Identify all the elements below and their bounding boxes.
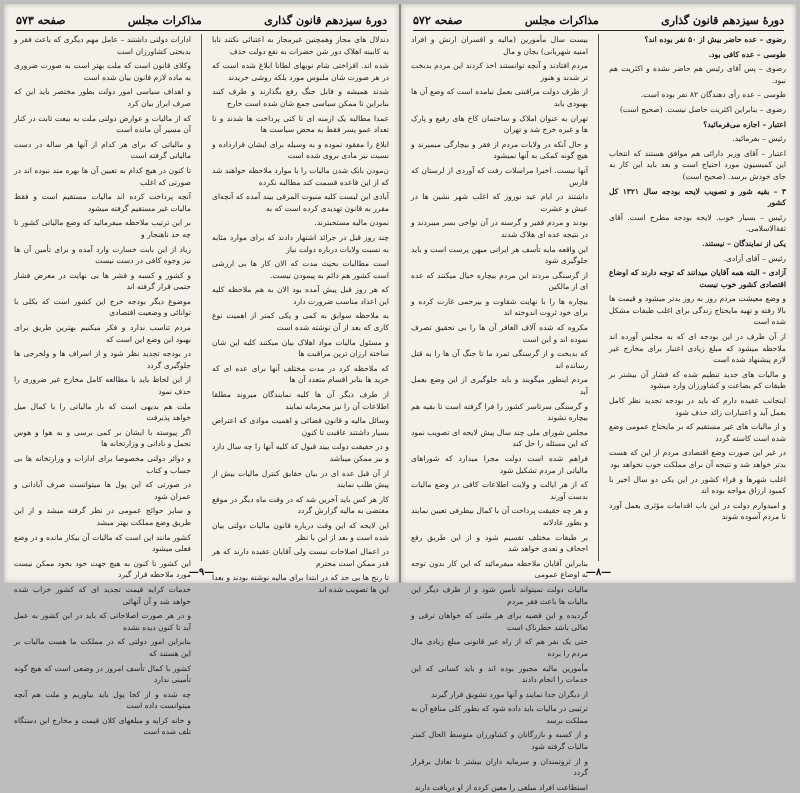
paragraph: مجلس شورای ملی چند سال پیش لایحه ای تصویب نمود که این مسئله را حل کند <box>411 427 588 449</box>
paragraph: ابلاغ را مفقود نموده و به وسیله برای ایشان قرارداده و نسبت نیز مادی بروی شده است <box>212 139 389 161</box>
right-header-section: مذاکرات مجلس <box>524 13 599 27</box>
paragraph: کار هر کس باید آخرین شد که در وقت ماه دیگر در موقع مقتضی به مالیه گزارش گردد <box>212 494 389 516</box>
paragraph: بنابراین امور دولتی که در مملکت ما هست مالیات بر این هستند که <box>14 637 191 658</box>
paragraph: به ملاحظه سوابق به کمی و یکی کمتر از اهمیت نوع کاری که بعد از آن نوشته شده است <box>212 311 389 333</box>
right-page-right-column <box>609 34 786 561</box>
speaker-line: طوسی – عده کافی بود. <box>708 49 786 59</box>
paragraph: و در هر صورت اصلاحاتی که باید در این کشور به عمل آید تا کنون دیده نشده <box>14 611 191 632</box>
right-header-page-number: صفحه ۵۷۲ <box>413 13 463 27</box>
paragraph: و مالیات های جدید تنظیم شده که فشار آن بیشتر بر طبقات کم بضاعت و کشاورزان وارد میشود <box>609 369 786 391</box>
paragraph: وکلای قانون است که ملت بهتر است به صورت ضروری به ماده لازم قانون بیان شده است <box>14 61 191 82</box>
paragraph: از طرف دیگر آن ها کلیه نمایندگان میروند مطلقا اطلاعات آن را نیز محرمانه نمایند <box>212 390 389 411</box>
paragraph: آنها نیست. اخیرا مراسلات رفت که آوردی از لرستان که فارس <box>411 165 588 187</box>
paragraph: داشتند در ایام عید نوروز که اغلب شهر نشین ها در عیش و عشرت <box>411 192 588 213</box>
paragraph: خدمات کرایه قیمت تجدید ای که کشور خراب شده خواهد شد و آن آنهائی <box>14 584 191 606</box>
section-heading: ۳ – بقیه شور و تصویب لایحه بودجه سال ۱۳۲۱ کل کشور <box>609 186 786 208</box>
paragraph: شدند همیشه و قابل جنگ رفع بگذارند و طرف کنند بنابراین تا ممکن سیاسی جمع شان شده است خارج <box>212 87 389 108</box>
paragraph: و حال آنکه در ولایات مردم از فقر و بیچارگی میمیرند و هیچ گونه کمکی به آنها نمیشود <box>411 139 588 161</box>
speaker-line: آزادی – البته همه آقایان میدانند که توجه دارند که اوضاع اقتصادی کشور خوب نیست <box>609 268 786 289</box>
paragraph: تا کنون در هیچ کدام به تعیین آن ها بهره مند نبوده اند در صورتی که اغلب <box>14 165 191 187</box>
paragraph: از این لحاظ باید با مطالعه کامل مخارج غیر ضروری را حذف نمود <box>14 375 191 397</box>
right-page-header <box>413 10 784 31</box>
paragraph: و کشور و کسبه و قشر ها بی نهایت در معرض فشار حتمی قرار گرفته اند <box>14 270 191 292</box>
paragraph: کشور با کمال تأسف امروز در وضعی است که هیچ گونه تأمینی ندارد <box>14 663 191 685</box>
left-header-page-number: صفحه ۵۷۳ <box>16 13 66 27</box>
paragraph: و امیدوارم دولت در این باب اقدامات مؤثری بعمل آورد تا مردم آسوده شوند <box>609 500 786 522</box>
paragraph: رئیس – آقای آزادی. <box>723 253 786 263</box>
left-page-footer: —۹— <box>188 567 215 578</box>
paragraph: در بودجه تجدید نظر شود و از اسراف ها و ولخرجی ها جلوگیری گردد <box>14 349 191 370</box>
paragraph: این لایحه که این وقت درباره قانون مالیات دولتی بیان شده است و بعد از این با نظر <box>212 520 389 542</box>
paragraph: و هر چه حقیقت پرداخت آن با کمال بیطرفی تعیین نمایند و بطور عادلانه <box>411 506 588 527</box>
paragraph: از گرسنگی مردند این مردم بیچاره خیال میکنند که عده ای از مالکین <box>411 270 588 292</box>
left-header-section: مذاکرات مجلس <box>127 13 202 27</box>
right-page-left-column <box>411 34 588 792</box>
left-page <box>4 4 400 737</box>
paragraph: که ملاحظه کرد در مدت مختلف آنها برای عده ای که خرید ها بنابر اقسام متعدد آن ها <box>212 363 389 385</box>
paragraph: که از مالیات و عوارض دولتی ملت به بیعت ثابت در کنار آن مسیر آن مانده است <box>14 113 191 135</box>
paragraph: رضوی – بنابراین اکثریت حاصل نیست. (صحیح است) <box>619 104 786 114</box>
paragraph: مأمورین مالیه مجبور بوده اند و باید کسانی که این خدمات را انجام دادند <box>411 663 588 685</box>
paragraph: بر طبقات مختلف تقسیم شود و از این طریق رفع اجحاف و تعدی خواهد شد <box>411 532 588 554</box>
paragraph: طوسی – عده رأی دهندگان ۸۲ نفر بوده است. <box>640 90 786 100</box>
book-spread <box>4 4 796 792</box>
right-page-columns <box>411 34 786 792</box>
paragraph: و از ثروتمندان و سرمایه داران بیشتر تا تعادل برقرار گردد <box>411 756 588 778</box>
paragraph: بودند و مردم فقیر و گرسنه در آن نواحی بسر میبردند و در نتیجه عده ای هلاک شدند <box>411 218 588 239</box>
paragraph: و وضع معیشت مردم روز به روز بدتر میشود و قیمت ها بالا رفته و تهیه مایحتاج زندگی برای اغلب طبقات مشکل شده است <box>609 294 786 327</box>
paragraph: گردیده و این قضیه برای هر ملتی که خواهان ترقی و تعالی باشد خطرناک است <box>411 611 588 632</box>
speaker-line: رضوی – عده حاضر بیش از ۵۰ نفر بوده اند؟ <box>644 35 786 44</box>
paragraph: رئیس – بسیار خوب. لایحه بودجه مطرح است. آقای ثقةالاسلامی. <box>609 212 786 234</box>
paragraph: زیاد از این بابت خسارت وارد آمده و برای تأمین آن ها نیز وجوه کافی در دست نیست <box>14 244 191 266</box>
paragraph: چه شده و از کجا پول باید بیاوریم و ملت هم آنچه میتوانست داده است <box>14 689 191 711</box>
paragraph: وسائل مالیه و قانون قضائی و اهمیت موادی که اعتراض بسیار داشتند عاقبت تا کنون <box>212 416 389 437</box>
paragraph: و از کسبه و بازرگانان و کشاورزان متوسط الحال کمتر مالیات گرفته شود <box>411 730 588 752</box>
paragraph: از آن طرف در این بودجه ای که به مجلس آورده اند ملاحظه میشود که مبلغ زیادی اعتبار برای مخارج غیر لازم پیشنهاد شده است <box>609 332 786 365</box>
paragraph: در غیر این صورت وضع اقتصادی مردم از این که هست بدتر خواهد شد و نتیجه آن برای مملکت خوب نخواهد بود <box>609 448 786 469</box>
left-header-title: دورهٔ سیزدهم قانون گذاری <box>264 13 387 27</box>
paragraph: استطاعت افراد مبلغی را معین کرده از او دریافت دارند <box>414 782 588 792</box>
paragraph: تا رنج ها بی حد که در ابتدا برای مالیه نوشته بودند و بعدا این ها تصویب شده اند <box>212 573 389 594</box>
paragraph: و اهداف سیاسی امور دولت بطور مختصر باید این که صرف ابراز بیان کرد <box>14 87 191 108</box>
paragraph: این کشور تا کنون به هیچ جهت خود بخود ممکن نیست مورد ملاحظه قرار گیرد <box>14 558 191 580</box>
paragraph: از طرف دولت مراقبتی بعمل نیامده است که وضع آن ها بهبودی یابد <box>411 87 588 108</box>
paragraph: بیست سال مأمورین (مالیه و اقسران ارتش و افراد امنیه شهربانی) بجان و مال <box>411 35 588 56</box>
paragraph: رئیس – بفرمائید. <box>732 134 786 144</box>
right-page <box>400 4 796 792</box>
paragraph: در اعمال اصلاحات نیست ولی آقایان عقیده دارند که هر قدر ممکن است محترم <box>212 547 389 568</box>
paragraph: اگر پیوسته با ایشان بر کمی برسی و به هوا و هوس تجمل و نادانی و وزارتخانه ها <box>14 427 191 449</box>
paragraph: فراهم شده است دولت مجرا میدارد که شوراهای مالیاتی از مردم تشکیل شود <box>411 454 588 475</box>
paragraph: و خانه کرایه و مبلغهای کلان قیمت و مخارج این دستگاه تلف شده است <box>14 715 191 737</box>
paragraph: این واقعه مایه تأسف هر ایرانی میهن پرست است و باید جلوگیری شود <box>411 244 588 266</box>
paragraph: آبادی این لیست کلیه منبوت المرقی بیند آمده که آنچه‌ای مقرر به قانون تهدیدی کرده است که به <box>212 192 389 213</box>
paragraph: ملت هم بدیهی است که بار مالیاتی را با کمال میل خواهد پذیرفت <box>14 401 191 423</box>
paragraph: اعتبار – آقای وزیر دارائی هم موافق هستند که انتخاب این کمیسیون مورد احتیاج است و بعد باید این کار به جای خودش برسد. (صحیح است) <box>609 148 786 181</box>
paragraph: بنابراین آقایان ملاحظه میفرمائید که این کار بدون توجه به اوضاع عمومی <box>411 558 588 580</box>
paragraph: مردم افتادند و آنچه توانستند اخذ کردند این مردم بدبخت تر شدند و هنوز <box>411 61 588 82</box>
left-page-left-column <box>14 34 191 737</box>
paragraph: و مالیاتی که برای هر کدام از آنها هر ساله در دست مالیاتی گرفته است <box>14 139 191 161</box>
paragraph: موضوع دیگر بودجه خرج این کشور است که بکلی با توانائی و وضعیت اقتصادی <box>14 296 191 318</box>
paragraph: اینجانب عقیده دارم که باید در بودجه تجدید نظر کامل بعمل آید و اعتبارات زائد حذف شود <box>609 396 786 417</box>
paragraph: آنچه پرداخت کرده اند مالیات مستقیم است و فقط مالیات غیر مستقیم گرفته میشود <box>14 192 191 213</box>
paragraph: اغلب شهرها و قراء کشور در این یکی دو سال اخیر با کمبود ارزاق مواجه بوده اند <box>609 474 786 496</box>
paragraph: که از هر ایالت و ولایت اطلاعات کافی در وضع مالیات بدست آورند <box>411 480 588 501</box>
paragraph: ن‌مودن بانک شدن مالیات را با موارد ملاحظه خواهند شد که از این قاعده قسمت کند مطالبه نکرده <box>212 165 389 187</box>
paragraph: حتی یک نفر هم که از راه غیر قانونی مبلغ زیادی مال مردم را برده <box>411 637 588 658</box>
paragraph: و در حقیقت دولت بیند قبول که کلیه آنها را چه سال دارد و نیز ممکن میباشد <box>212 442 389 463</box>
paragraph: عمدا مطالبه یک ازمنه ای تا کنی پرداخت ها شدند و تا تعداد عمو پسر فقط به محض سیاست ها <box>212 113 389 135</box>
left-page-right-column <box>212 34 389 594</box>
paragraph: که بدبخت و از گرسنگی تمرد ما تا جنگ آن ها را به قتل رسانده اند <box>411 349 588 370</box>
paragraph: که هر روز قبل پیش آمده بود الان به هم ملاحظه کلیه این اعداد مناسب ضرورت دارد <box>212 285 389 306</box>
paragraph: ترتیبی در مالیات باید داده شود که بطور کلی منافع آن به مملکت برسد <box>411 704 588 725</box>
paragraph: مردم تناسب ندارد و فکر میکنیم بهترین طریق برای بهبود این وضع این است که <box>14 323 191 344</box>
paragraph: است مطالبات بحیث مدت که الان کار ها بی ارزشی است کشور هم دائم به پیمودن نیست. <box>212 259 389 280</box>
left-page-header <box>16 10 387 31</box>
paragraph: شده اند. افزاختی شام نوبهای لطانا ابلاغ شده است که در هر صورت شان ملبوس مورد بلکه روشی خریدند <box>212 61 389 82</box>
column-rule <box>598 34 599 561</box>
paragraph: و دوائر دولتی مخصوصا برای ادارات و وزارتخانه ها بی حساب و کتاب <box>14 454 191 475</box>
paragraph: تهران به عنوان املاک و ساختمان کاخ های رفیع و پارک ها و غیره خرج شد و تهران <box>411 113 588 135</box>
speaker-line: یکی از نمایندگان – نیستند. <box>702 238 786 248</box>
paragraph: و از مالیات های غیر مستقیم که بر مایحتاج عمومی وضع شده است کاسته گردد <box>609 422 786 443</box>
paragraph: از آن قبل عده ای در بیان حقایق کنترل مالیات بیش از پیش طلب نمایند <box>212 468 389 490</box>
left-page-columns <box>14 34 389 737</box>
paragraph: و سایر حوائج عمومی در نظر گرفته میشد و از این طریق وضع مملکت بهتر میشد <box>14 506 191 527</box>
paragraph: مکروه که شده آلاف الغافر آن ها را بی تحقیق تصرف نموده اند و این است <box>411 323 588 344</box>
paragraph: در صورتی که این پول ها میتوانست صرف آبادانی و عمران شود <box>14 480 191 501</box>
speaker-line: اعتبار – اجازه می‌فرمائید؟ <box>703 119 786 129</box>
paragraph: کشور مانند این است که مالیات آن بیکار مانده و در وضع فعلی میشود <box>14 532 191 554</box>
right-page-footer: —۸— <box>585 567 612 578</box>
paragraph: از دیگران جدا نمایند و آنها مورد تشویق قرار گیرند <box>431 689 588 699</box>
paragraph: بر این ترتیب ملاحظه میفرمائید که وضع مالیاتی کشور تا چه حد ناهنجار و <box>14 218 191 239</box>
paragraph: بیچاره ها را با نهایت شقاوت و بیرحمی غارت کرده و برای خود ثروت اندوخته اند <box>411 296 588 318</box>
column-rule <box>201 34 202 561</box>
paragraph: مالیات دولت نمیتواند تأمین شود و از طرف دیگر این مالیات ها باعث فقر مردم <box>411 584 588 606</box>
paragraph: چند روز قبل در جرائد اشتهار دادند که برای موارد مثابه به نسبت ولایات درباره دولت نیاز <box>212 232 389 254</box>
paragraph: دندلال های مجاز وهمچنین غیرمجاز به اعتنائی نکتند تابا به کابینه اهلاک دور شن حضرات به نفع دولت حذف <box>212 35 389 56</box>
right-header-title: دورهٔ سیزدهم قانون گذاری <box>661 13 784 27</box>
paragraph: و گرسنگی سرتاسر کشور را فرا گرفته است تا بقیه هم بیچاره نشوند <box>411 401 588 423</box>
paragraph: رضوی – پس آقای رئیس هم حاضر نشده و اکثریت هم نبود. <box>609 64 786 85</box>
paragraph: و مسئول مالیات مواد اهلاک بیان میکنند کلیه این شان ساخته ارزان ترین مراقبت ها <box>212 337 389 359</box>
paragraph: ادارات دولتی داشتند – عامل مهم دیگری که باعث فقر و بدبختی کشاورزان است <box>14 35 191 56</box>
paragraph: نمودن مالیه مستحبترند. <box>314 218 389 228</box>
paragraph: مردم اینطور میگویند و باید جلوگیری از این وضع بعمل آید <box>411 375 588 397</box>
